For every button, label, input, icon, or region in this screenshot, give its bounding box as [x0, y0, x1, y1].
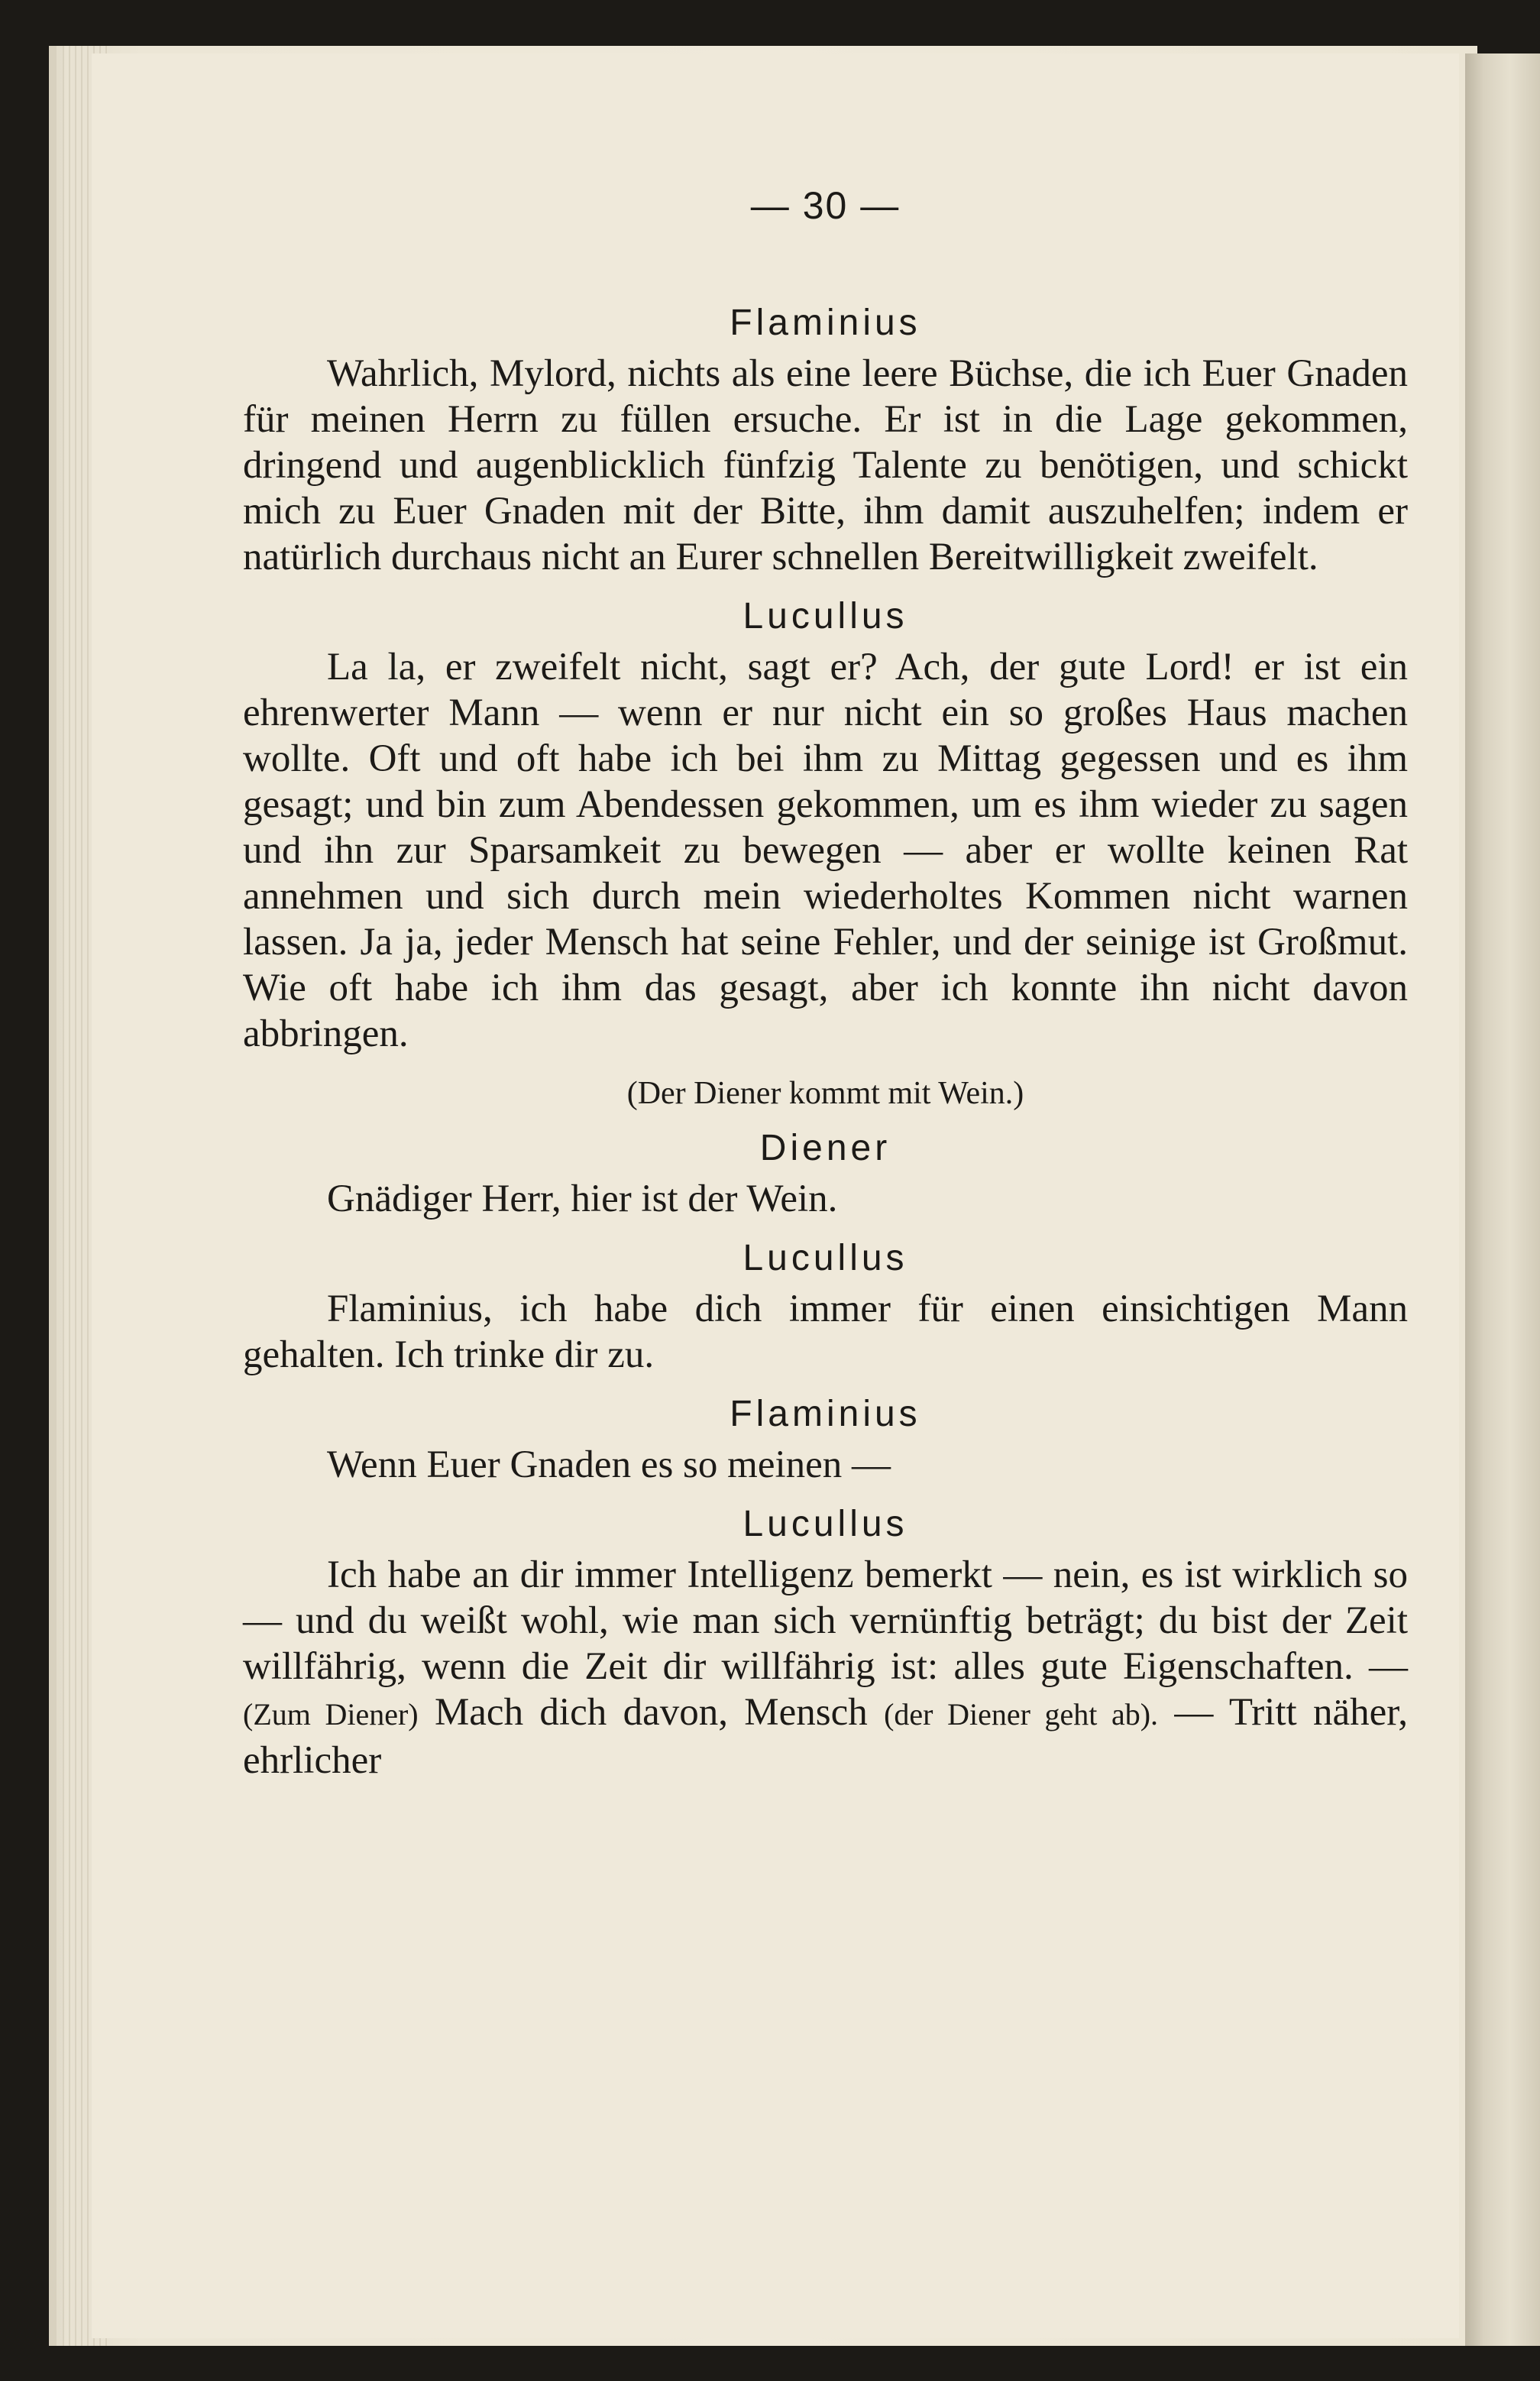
book-spine [1465, 53, 1540, 2346]
page-number: — 30 — [750, 184, 901, 227]
stage-direction: (Der Diener kommt mit Wein.) [626, 1076, 1024, 1111]
speech-paragraph: Wahrlich, Mylord, nichts als eine leere Büchse, die ich Euer Gnaden für meinen Herrn zu füllen ersuche. Er ist in die Lage gekommen, dringend und augenblicklich fünfzig Talente zu benötigen, und schickt mich zu Euer Gnaden mit der Bitte, ihm damit auszuhelfen; indem er natürlich durchaus nicht an Eurer schnellen Bereitwilligkeit zweifelt. [243, 352, 1408, 578]
speech-paragraph: Flaminius, ich habe dich immer für einen einsichtigen Mann gehalten. Ich trinke dir zu. [243, 1288, 1408, 1376]
speaker-flaminius: Flaminius [730, 1394, 921, 1434]
speech-paragraph: La la, er zweifelt nicht, sagt er? Ach, der gute Lord! er ist ein ehrenwerter Mann — wenn er nur nicht ein so großes Haus machen wollte. Oft und oft habe ich bei ihm zu Mittag gegessen und es ihm gesagt; und bin zum Abendessen gekommen, um es ihm wieder zu sagen und ihn zur Sparsamkeit zu bewegen — aber er wollte keinen Rat annehmen und sich durch mein wiederholtes Kommen nicht warnen lassen. Ja ja, jeder Mensch hat seine Fehler, und der seinige ist Großmut. Wie oft habe ich ihm das gesagt, aber ich konnte ihn nicht davon abbringen. [243, 646, 1408, 1055]
speaker-lucullus: Lucullus [742, 596, 908, 637]
speaker-flaminius: Flaminius [730, 303, 921, 343]
speaker-lucullus: Lucullus [742, 1238, 908, 1278]
speech-paragraph: Wenn Euer Gnaden es so meinen — [327, 1443, 891, 1486]
speech-paragraph [243, 1552, 1408, 1783]
page-content [243, 138, 1408, 1797]
speech-text: — Tritt näher, ehrlicher [243, 1691, 1408, 1782]
speech-text: Mach dich davon, Mensch [418, 1691, 885, 1734]
inline-stage-direction: (Zum Diener) [243, 1697, 419, 1731]
speech-paragraph: Gnädiger Herr, hier ist der Wein. [327, 1178, 838, 1220]
speaker-lucullus: Lucullus [742, 1504, 908, 1544]
speaker-diener: Diener [759, 1128, 891, 1168]
inline-stage-direction: (der Diener geht ab). [884, 1697, 1159, 1731]
speech-text: Ich habe an dir immer Intelligenz bemerkt — nein, es ist wirklich so — und du weißt wohl, wie man sich vernünftig beträgt; du bist der Zeit willfährig, wenn die Zeit dir willfährig ist: alles gute Eigenschaften. — [243, 1553, 1408, 1688]
